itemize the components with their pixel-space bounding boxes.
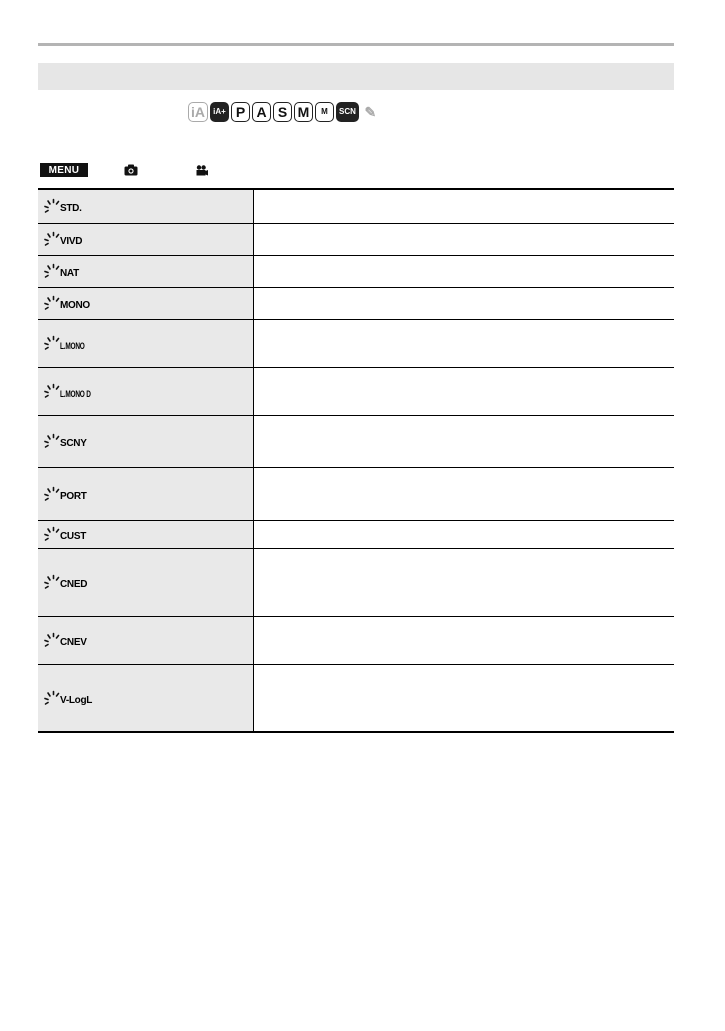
table-row bbox=[38, 189, 674, 223]
table-row bbox=[38, 415, 674, 467]
photo-style-spark-icon bbox=[44, 198, 60, 216]
mode-creative-video-icon: M bbox=[315, 102, 334, 122]
style-code: VIVD bbox=[60, 236, 83, 247]
top-rule bbox=[38, 43, 674, 46]
movie-camera-icon bbox=[196, 165, 208, 176]
photo-style-spark-icon bbox=[44, 433, 60, 451]
menu-tag bbox=[40, 163, 88, 177]
style-label-cell bbox=[38, 255, 254, 287]
table-row bbox=[38, 664, 674, 732]
style-code: CNED bbox=[60, 579, 88, 590]
menu-label: MENU bbox=[48, 164, 80, 176]
menu-path bbox=[40, 162, 208, 178]
mode-scn-icon: SCN bbox=[336, 102, 359, 122]
table-row bbox=[38, 467, 674, 520]
style-description-cell bbox=[254, 664, 675, 732]
style-label-cell bbox=[38, 467, 254, 520]
table-row bbox=[38, 319, 674, 367]
photo-style-spark-icon bbox=[44, 295, 60, 313]
style-label-cell bbox=[38, 319, 254, 367]
mode-a-icon: A bbox=[252, 102, 271, 122]
style-code: SCNY bbox=[60, 438, 87, 449]
style-code: L.MONO D bbox=[60, 389, 91, 399]
mode-p-icon: P bbox=[231, 102, 250, 122]
style-label-cell bbox=[38, 223, 254, 255]
camera-icon bbox=[124, 164, 138, 176]
photo-style-spark-icon bbox=[44, 574, 60, 592]
applicable-modes bbox=[188, 100, 380, 124]
table-row bbox=[38, 548, 674, 616]
style-description-cell bbox=[254, 467, 675, 520]
style-description-cell bbox=[254, 520, 675, 548]
table-row bbox=[38, 287, 674, 319]
style-code: V-LogL bbox=[60, 694, 93, 706]
style-description-cell bbox=[254, 548, 675, 616]
photo-style-spark-icon bbox=[44, 383, 60, 401]
mode-m-icon: M bbox=[294, 102, 313, 122]
style-description-cell bbox=[254, 319, 675, 367]
style-code: NAT bbox=[60, 268, 79, 279]
section-title-bar bbox=[38, 63, 674, 90]
style-label-cell bbox=[38, 664, 254, 732]
style-description-cell bbox=[254, 189, 675, 223]
mode-ia-icon: iA bbox=[188, 102, 208, 122]
style-label-cell bbox=[38, 287, 254, 319]
photo-style-spark-icon bbox=[44, 335, 60, 353]
photo-style-spark-icon bbox=[44, 632, 60, 650]
table-row bbox=[38, 616, 674, 664]
mode-creative-control-icon: ✎ bbox=[361, 102, 380, 122]
photo-style-spark-icon bbox=[44, 486, 60, 504]
style-description-cell bbox=[254, 616, 675, 664]
style-label-cell bbox=[38, 520, 254, 548]
photo-style-spark-icon bbox=[44, 690, 60, 708]
table-row bbox=[38, 223, 674, 255]
style-label-cell bbox=[38, 616, 254, 664]
mode-ia-plus-icon: iA+ bbox=[210, 102, 229, 122]
style-description-cell bbox=[254, 287, 675, 319]
photo-style-spark-icon bbox=[44, 263, 60, 281]
table-row bbox=[38, 367, 674, 415]
style-code: L.MONO bbox=[60, 341, 85, 351]
style-code: CNEV bbox=[60, 637, 87, 648]
style-label-cell bbox=[38, 415, 254, 467]
style-label-cell bbox=[38, 548, 254, 616]
style-description-cell bbox=[254, 367, 675, 415]
style-label-cell bbox=[38, 189, 254, 223]
style-code: PORT bbox=[60, 490, 87, 502]
style-description-cell bbox=[254, 255, 675, 287]
table-row bbox=[38, 520, 674, 548]
mode-s-icon: S bbox=[273, 102, 292, 122]
style-code: MONO bbox=[60, 300, 90, 311]
photo-style-table bbox=[38, 188, 674, 733]
style-code: STD. bbox=[60, 203, 82, 215]
photo-style-spark-icon bbox=[44, 526, 60, 544]
style-label-cell bbox=[38, 367, 254, 415]
photo-style-spark-icon bbox=[44, 231, 60, 249]
style-description-cell bbox=[254, 415, 675, 467]
style-code: CUST bbox=[60, 531, 87, 542]
table-row bbox=[38, 255, 674, 287]
style-description-cell bbox=[254, 223, 675, 255]
